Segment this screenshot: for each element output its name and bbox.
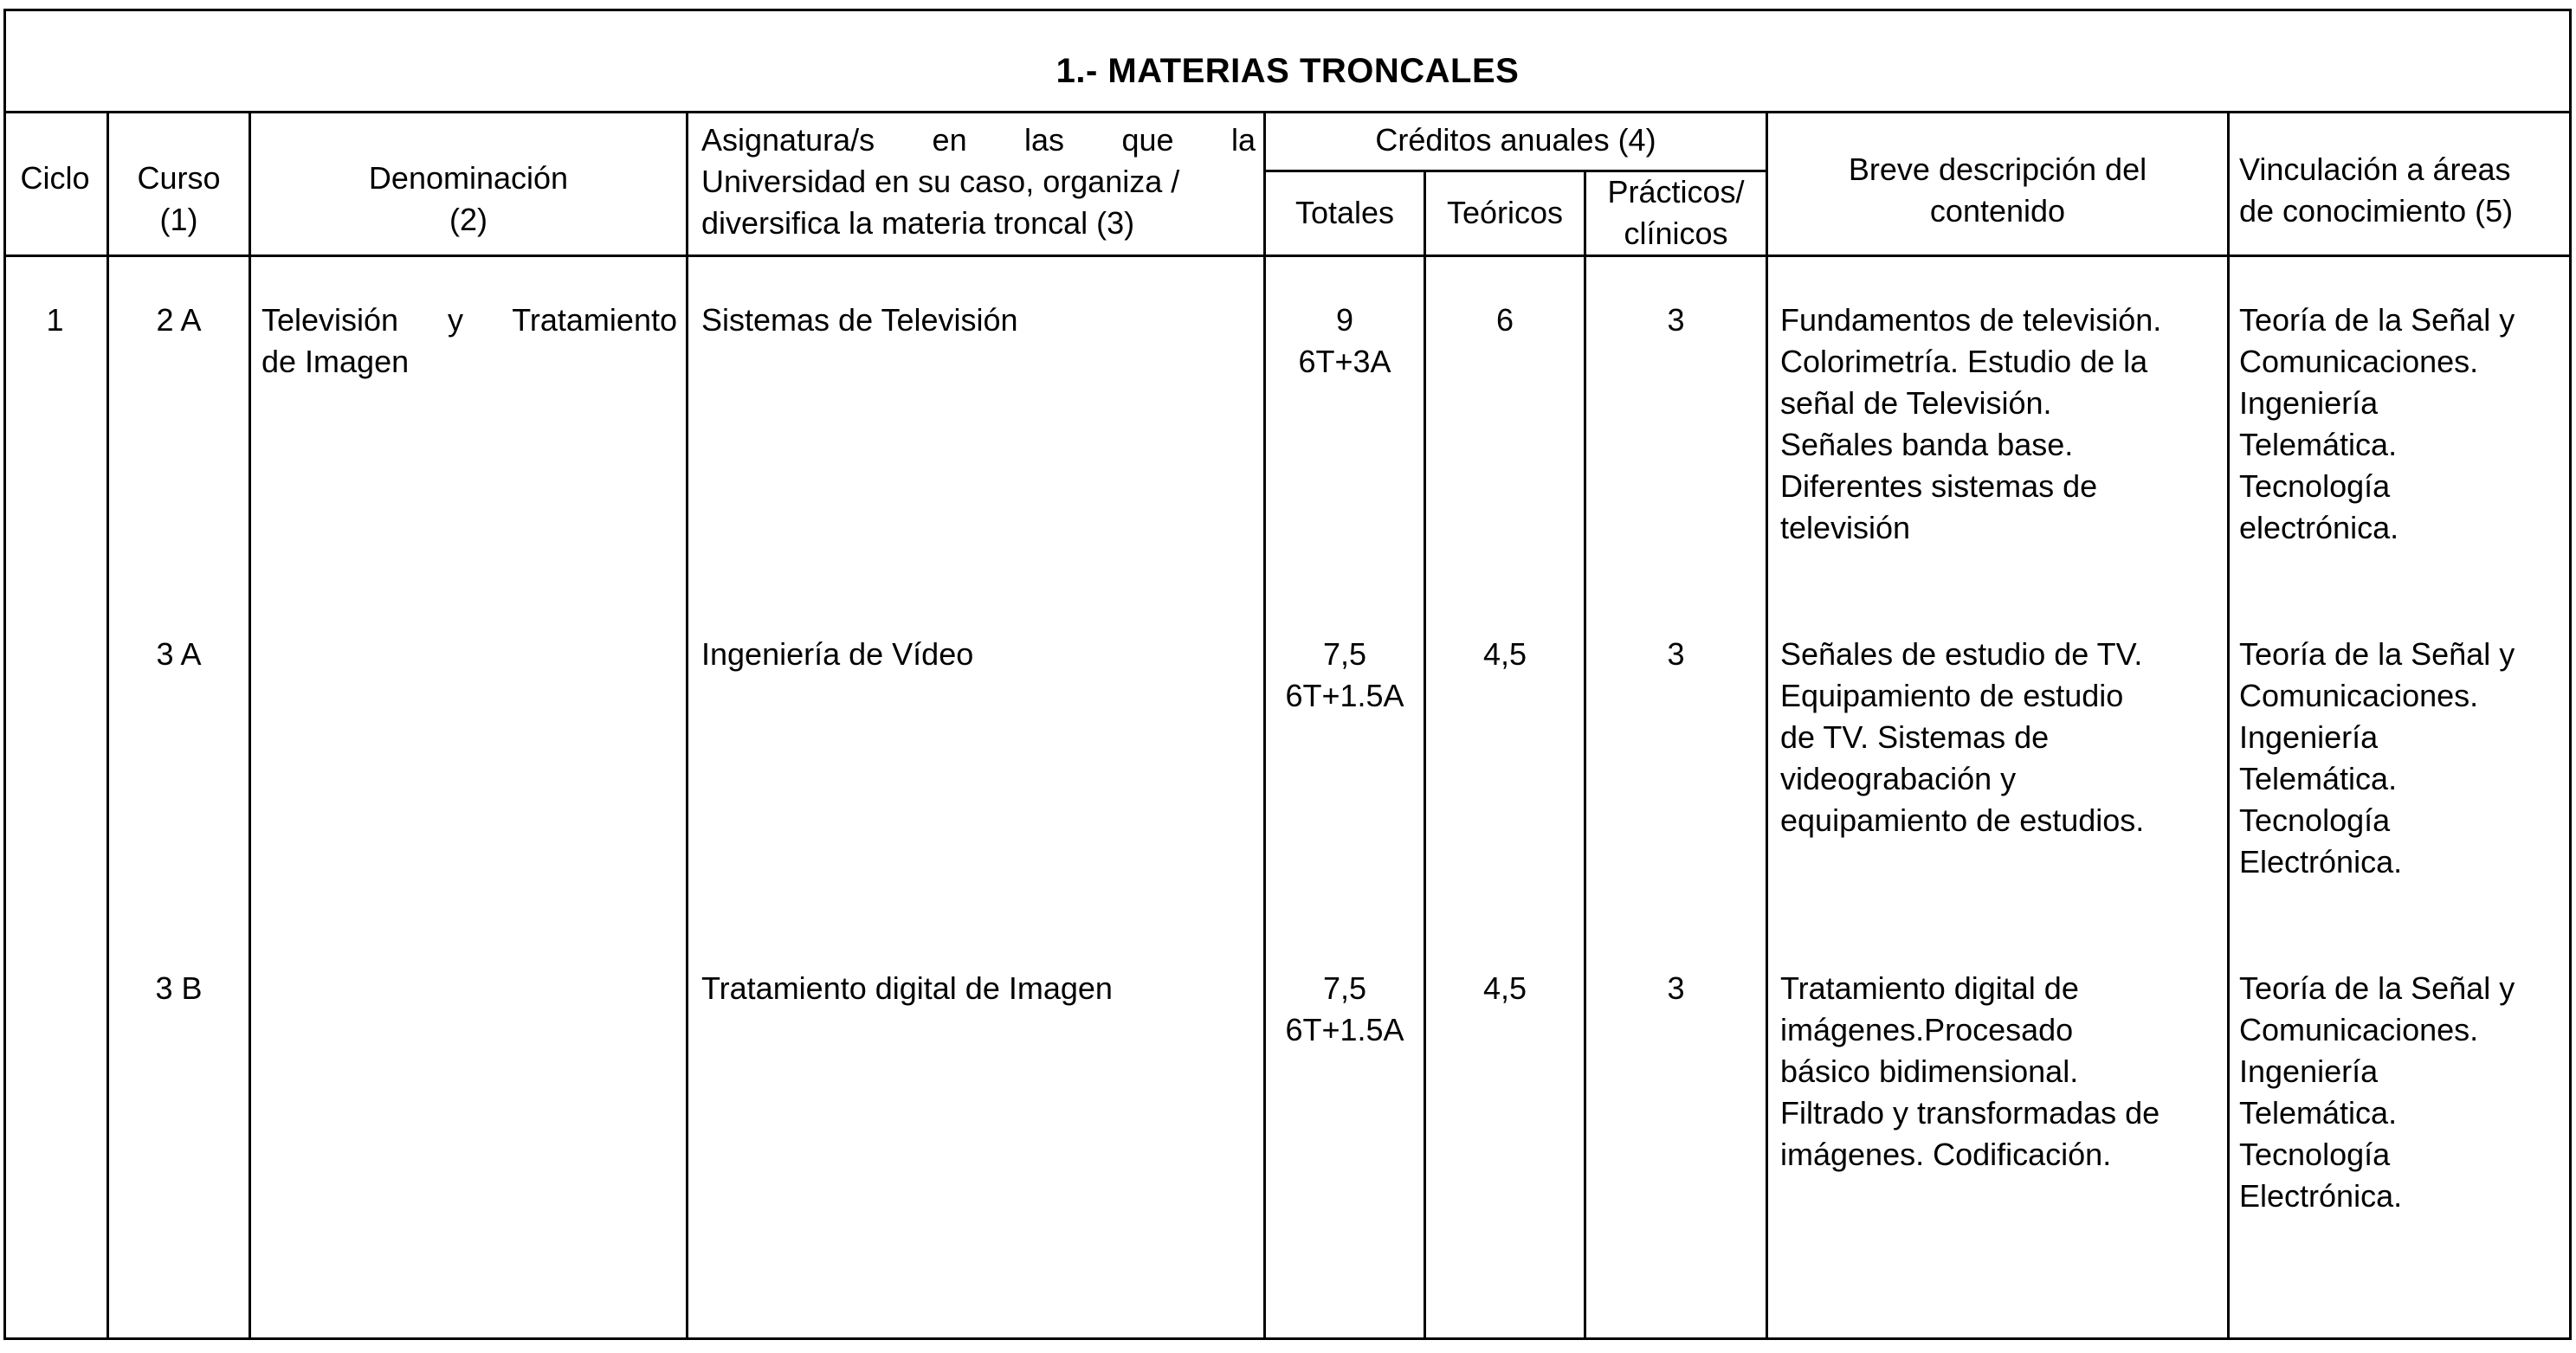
- row1-descripcion: [1780, 300, 2222, 549]
- row2-curso: 3 A: [156, 636, 202, 672]
- header-vinculacion-line2: de conocimiento (5): [2239, 193, 2514, 229]
- cell-ciclo: 1: [46, 302, 64, 338]
- row3-vinc-line6: Electrónica.: [2239, 1178, 2403, 1214]
- denominacion-line2: de Imagen: [261, 344, 410, 379]
- row3-desc-line2: imágenes.Procesado: [1780, 1012, 2074, 1047]
- header-denominacion-num: (2): [449, 202, 487, 237]
- header-asignatura: [701, 119, 1256, 244]
- row3-vinculacion: [2239, 968, 2568, 1217]
- row3-descripcion: [1780, 968, 2222, 1176]
- row2-desc-line4: videograbación y: [1780, 761, 2017, 796]
- row1-totales-value: 9: [1335, 302, 1354, 338]
- col-divider-curso: [249, 111, 251, 1340]
- row1-desc-line2: Colorimetría. Estudio de la: [1780, 344, 2148, 379]
- col-divider-descripcion: [2227, 111, 2230, 1340]
- row1-totales: [1266, 300, 1424, 383]
- row3-teoricos: 4,5: [1482, 970, 1527, 1006]
- row1-vinc-line4: Telemática.: [2239, 427, 2398, 462]
- header-denominacion-label: Denominación: [368, 160, 569, 196]
- row1-desc-line4: Señales banda base.: [1780, 427, 2074, 462]
- row3-totales-split: 6T+1.5A: [1285, 1012, 1404, 1047]
- row1-vinculacion: [2239, 300, 2568, 549]
- row2-vinc-line6: Electrónica.: [2239, 844, 2403, 879]
- header-top-rule: [3, 111, 2572, 113]
- row2-desc-line3: de TV. Sistemas de: [1780, 719, 2050, 755]
- header-bottom-rule: [3, 254, 2572, 257]
- header-asignatura-line1: Asignatura/s en las que la: [701, 122, 1256, 158]
- denominacion-line1: Televisión y Tratamiento: [261, 302, 677, 338]
- row3-vinc-line3: Ingeniería: [2239, 1053, 2379, 1089]
- col-divider-asignatura: [1263, 111, 1266, 1340]
- row1-vinc-line2: Comunicaciones.: [2239, 344, 2479, 379]
- row3-desc-line3: básico bidimensional.: [1780, 1053, 2079, 1089]
- header-creditos: Créditos anuales (4): [1375, 122, 1656, 158]
- cell-denominacion: [261, 300, 677, 383]
- row1-vinc-line3: Ingeniería: [2239, 385, 2379, 421]
- row2-vinc-line3: Ingeniería: [2239, 719, 2379, 755]
- row3-practicos: 3: [1667, 970, 1685, 1006]
- header-practicos: [1586, 171, 1766, 254]
- header-vinculacion-line1: Vinculación a áreas: [2239, 151, 2511, 187]
- header-curso: [109, 158, 249, 241]
- row1-vinc-line1: Teoría de la Señal y: [2239, 302, 2515, 338]
- header-totales: Totales: [1294, 195, 1395, 230]
- header-descripcion-line2: contenido: [1929, 193, 2066, 229]
- row3-vinc-line1: Teoría de la Señal y: [2239, 970, 2515, 1006]
- col-divider-practicos: [1766, 111, 1768, 1340]
- row3-vinc-line4: Telemática.: [2239, 1095, 2398, 1131]
- row2-desc-line1: Señales de estudio de TV.: [1780, 636, 2143, 672]
- row1-desc-line1: Fundamentos de televisión.: [1780, 302, 2162, 338]
- row3-totales: [1266, 968, 1424, 1051]
- row2-vinculacion: [2239, 634, 2568, 883]
- header-asignatura-line2: Universidad en su caso, organiza /: [701, 164, 1180, 199]
- row1-totales-split: 6T+3A: [1298, 344, 1391, 379]
- row2-totales-split: 6T+1.5A: [1285, 678, 1404, 713]
- row1-desc-line3: señal de Televisión.: [1780, 385, 2052, 421]
- row3-totales-value: 7,5: [1322, 970, 1367, 1006]
- row2-vinc-line1: Teoría de la Señal y: [2239, 636, 2515, 672]
- header-vinculacion: [2239, 149, 2568, 232]
- row2-vinc-line2: Comunicaciones.: [2239, 678, 2479, 713]
- row2-practicos: 3: [1667, 636, 1685, 672]
- header-practicos-line2: clínicos: [1624, 216, 1728, 251]
- row2-vinc-line5: Tecnología: [2239, 802, 2391, 838]
- row2-desc-line2: Equipamiento de estudio: [1780, 678, 2124, 713]
- col-divider-totales: [1424, 170, 1426, 1340]
- row1-vinc-line6: electrónica.: [2239, 510, 2399, 545]
- header-asignatura-line3: diversifica la materia troncal (3): [701, 205, 1135, 241]
- row2-totales: [1266, 634, 1424, 717]
- row3-desc-line1: Tratamiento digital de: [1780, 970, 2079, 1006]
- col-divider-denominacion: [686, 111, 688, 1340]
- row1-practicos: 3: [1667, 302, 1685, 338]
- row3-asignatura: Tratamiento digital de Imagen: [701, 970, 1113, 1006]
- header-descripcion: [1768, 149, 2227, 232]
- row1-vinc-line5: Tecnología: [2239, 468, 2391, 504]
- header-curso-label: Curso: [137, 160, 221, 196]
- row3-desc-line4: Filtrado y transformadas de: [1780, 1095, 2160, 1131]
- row2-desc-line5: equipamiento de estudios.: [1780, 802, 2145, 838]
- col-divider-teoricos: [1584, 170, 1586, 1340]
- header-practicos-line1: Prácticos/: [1607, 174, 1745, 209]
- row2-vinc-line4: Telemática.: [2239, 761, 2398, 796]
- row1-teoricos: 6: [1495, 302, 1514, 338]
- row1-desc-line5: Diferentes sistemas de: [1780, 468, 2098, 504]
- row1-asignatura: Sistemas de Televisión: [701, 302, 1018, 338]
- row3-curso: 3 B: [155, 970, 203, 1006]
- header-denominacion: [251, 158, 686, 241]
- row2-descripcion: [1780, 634, 2222, 841]
- table-title: 1.- MATERIAS TRONCALES: [1056, 52, 1520, 90]
- row1-desc-line6: televisión: [1780, 510, 1911, 545]
- row1-curso: 2 A: [156, 302, 202, 338]
- header-teoricos: Teóricos: [1446, 195, 1564, 230]
- header-descripcion-line1: Breve descripción del: [1848, 151, 2147, 187]
- row3-vinc-line2: Comunicaciones.: [2239, 1012, 2479, 1047]
- row2-teoricos: 4,5: [1482, 636, 1527, 672]
- row2-totales-value: 7,5: [1322, 636, 1367, 672]
- header-curso-num: (1): [159, 202, 198, 237]
- row3-vinc-line5: Tecnología: [2239, 1137, 2391, 1172]
- header-ciclo: Ciclo: [20, 160, 90, 196]
- col-divider-ciclo: [107, 111, 109, 1340]
- row2-asignatura: Ingeniería de Vídeo: [701, 636, 974, 672]
- row3-desc-line5: imágenes. Codificación.: [1780, 1137, 2112, 1172]
